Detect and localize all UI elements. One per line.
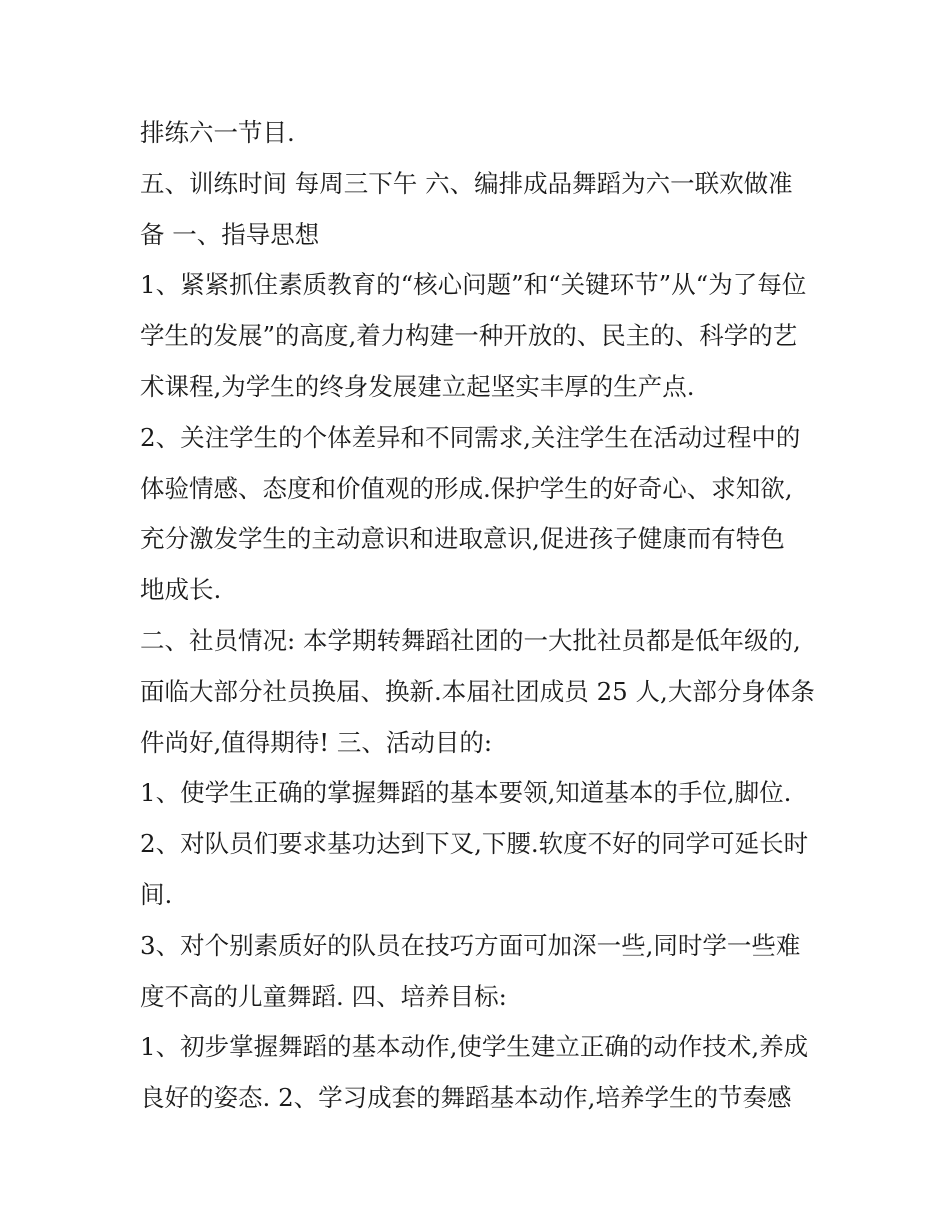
text-line: 1、紧紧抓住素质教育的“核心问题”和“关键环节”从“为了每位 [140,270,807,300]
text-line: 间. [140,879,173,909]
text-line: 度不高的儿童舞蹈. 四、培养目标: [140,981,507,1011]
text-line: 学生的发展”的高度,着力构建一种开放的、民主的、科学的艺 [140,321,798,351]
text-line: 件尚好,值得期待! 三、活动目的: [140,727,493,757]
text-line: 3、对个别素质好的队员在技巧方面可加深一些,同时学一些难 [140,930,801,960]
text-line: 1、使学生正确的掌握舞蹈的基本要领,知道基本的手位,脚位. [140,778,792,808]
text-line: 五、训练时间 每周三下午 六、编排成品舞蹈为六一联欢做准 [140,168,793,198]
text-line: 二、社员情况: 本学期转舞蹈社团的一大批社员都是低年级的, [140,625,801,655]
text-line: 2、关注学生的个体差异和不同需求,关注学生在活动过程中的 [140,422,801,452]
text-line: 备 一、指导思想 [140,219,320,249]
text-line: 体验情感、态度和价值观的形成.保护学生的好奇心、求知欲, [140,473,793,503]
text-line: 术课程,为学生的终身发展建立起坚实丰厚的生产点. [140,371,695,401]
text-line: 1、初步掌握舞蹈的基本动作,使学生建立正确的动作技术,养成 [140,1032,809,1062]
text-line: 排练六一节目. [140,118,295,147]
text-line: 充分激发学生的主动意识和进取意识,促进孩子健康而有特色 [140,524,785,554]
text-line: 良好的姿态. 2、学习成套的舞蹈基本动作,培养学生的节奏感 [140,1083,792,1113]
document-body [140,108,815,1124]
text-line: 地成长. [140,575,222,605]
text-line: 2、对队员们要求基功达到下叉,下腰.软度不好的同学可延长时 [140,829,809,859]
text-line: 面临大部分社员换届、换新.本届社团成员 25 人,大部分身体条 [140,676,815,706]
